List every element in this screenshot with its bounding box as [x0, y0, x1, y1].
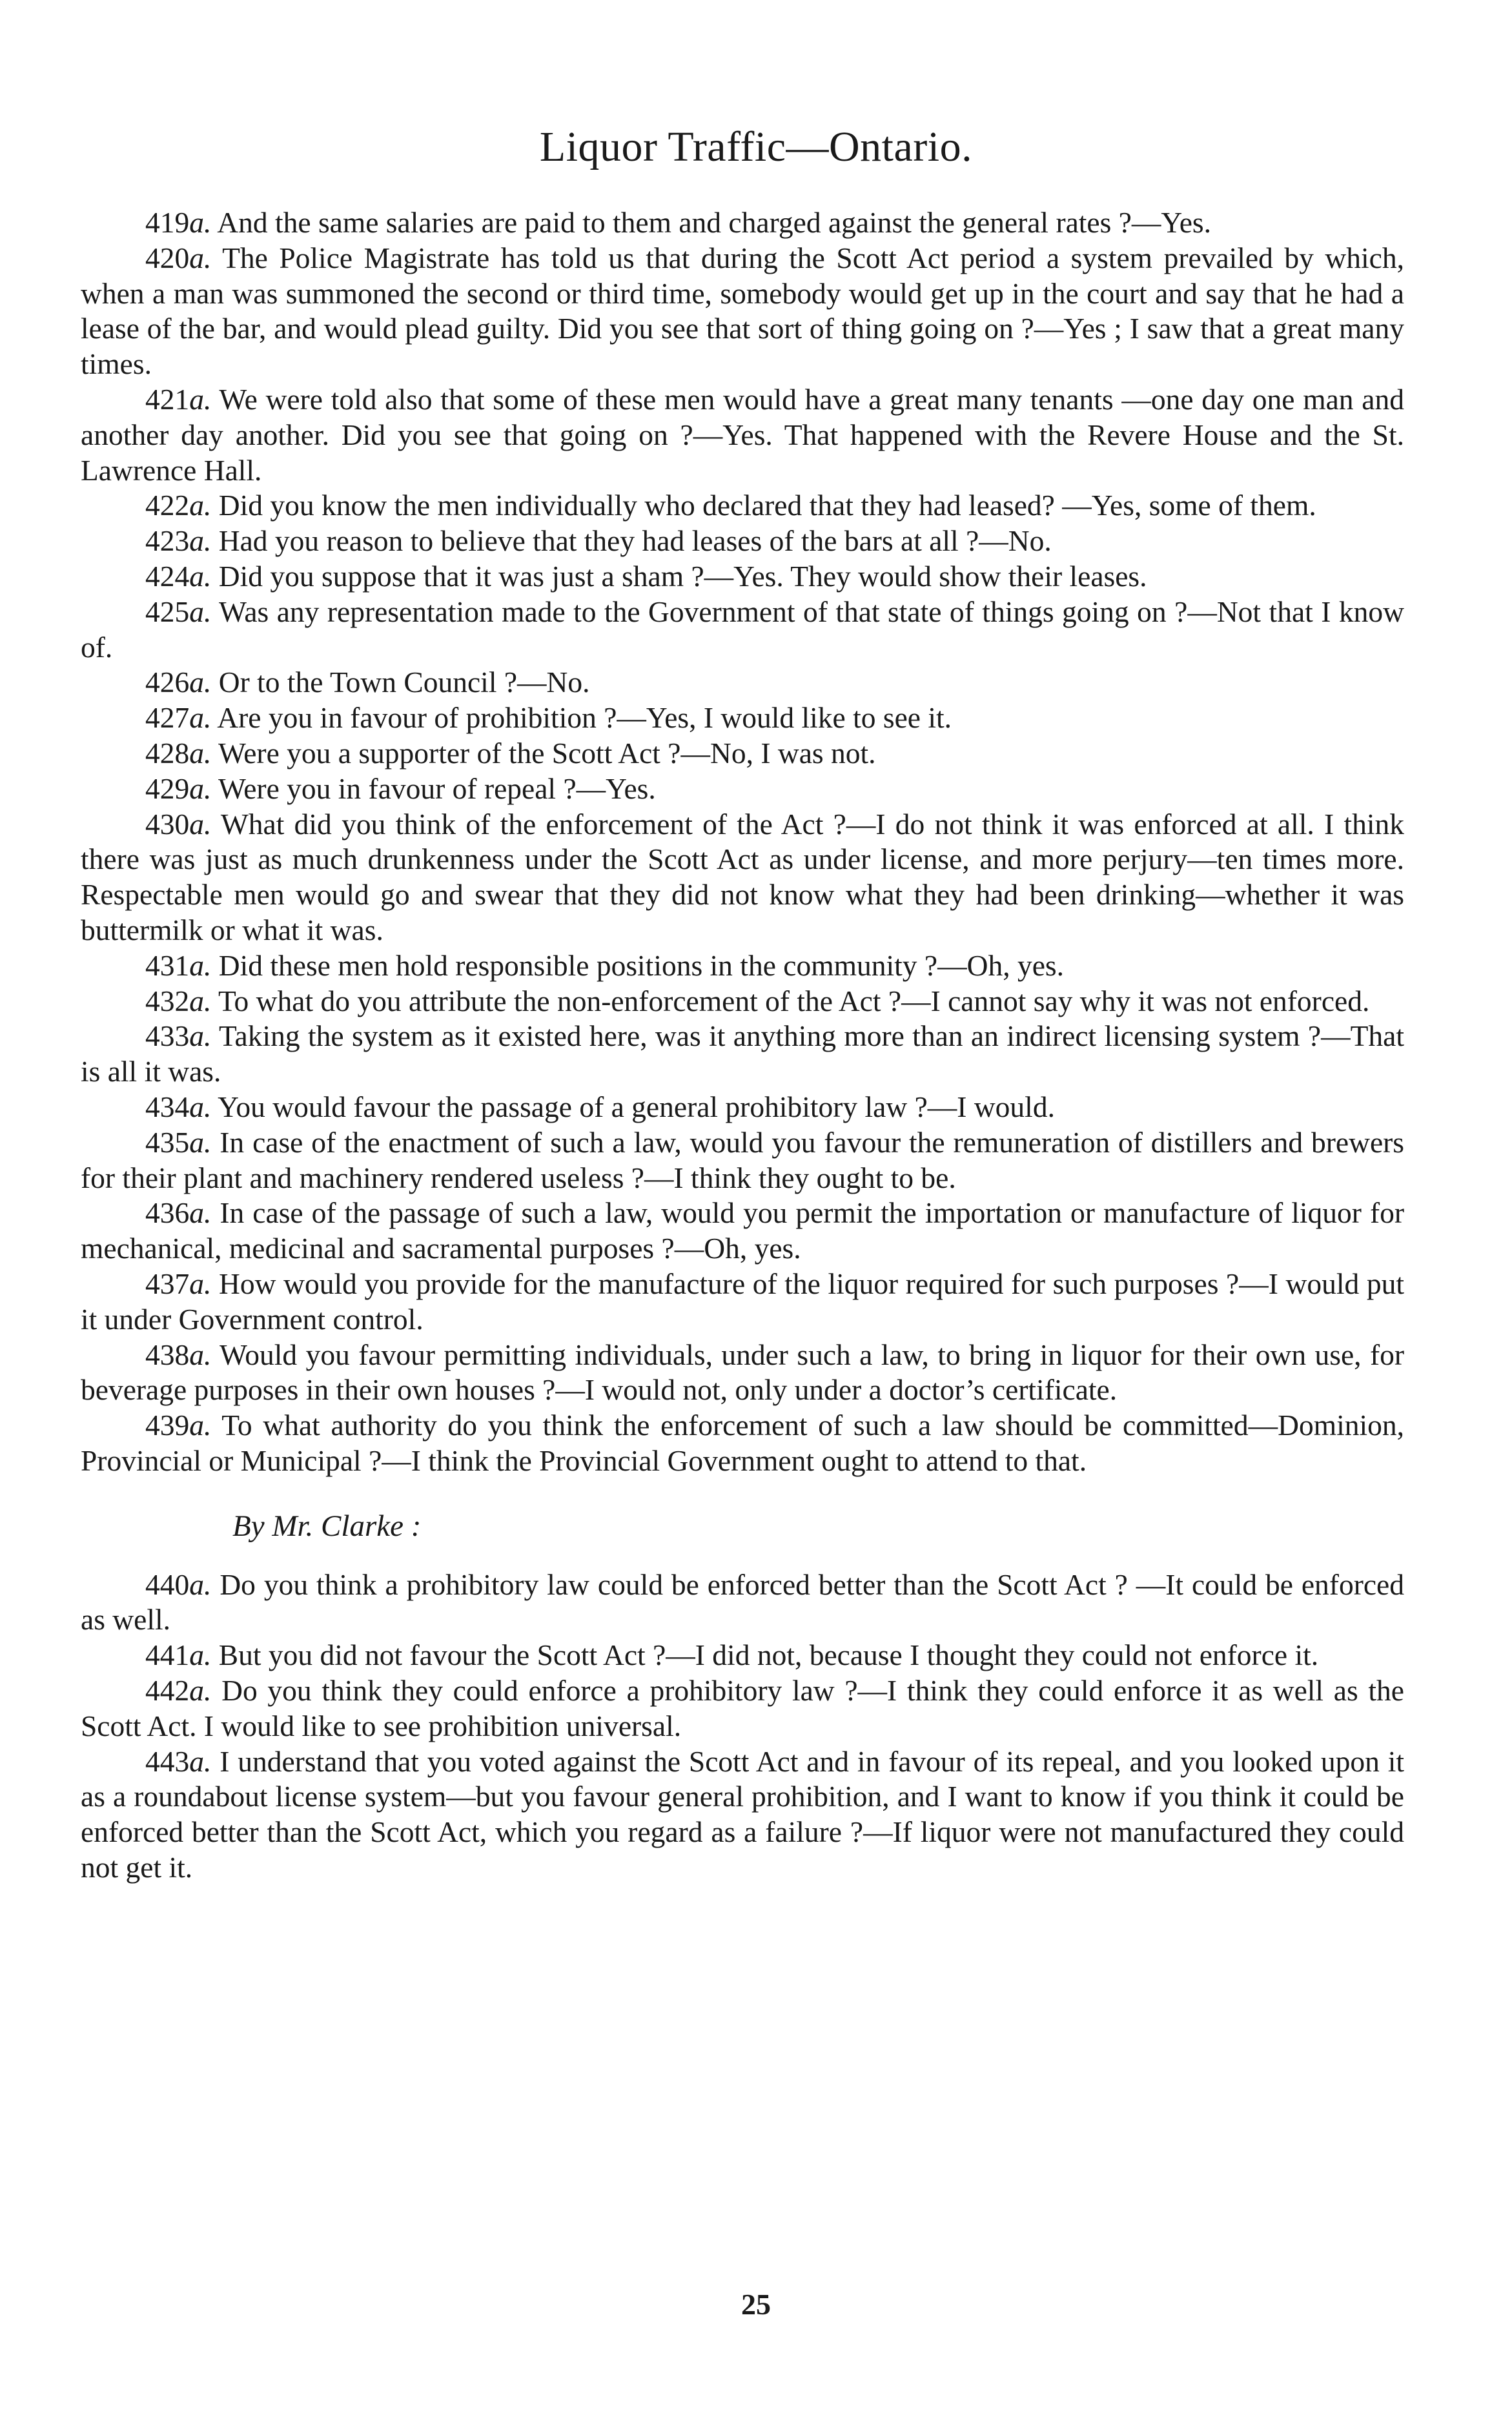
question-number-suffix: a.: [189, 1196, 212, 1230]
question-answer-text: What did you think of the enforcement of the Act ?—I do not think it was enforced at all. I think there was just as much drunkenness under the Scott Act as under license, and more perjury—ten times more. Respectable men would go and swear that they did not know what they had been drinking—whether it was buttermilk or what it was.: [81, 807, 1404, 946]
question-number-suffix: a.: [189, 1567, 212, 1601]
question-number: 439: [145, 1409, 190, 1442]
question-number: 442: [145, 1674, 190, 1707]
question-number-suffix: a.: [189, 1744, 212, 1778]
question-number: 427: [145, 701, 190, 735]
question-number: 438: [145, 1338, 190, 1371]
question-answer-text: Or to the Town Council ?—No.: [218, 666, 590, 699]
question-answer-entry: [81, 1673, 1404, 1744]
question-number-suffix: a.: [189, 559, 212, 593]
question-answer-text: Are you in favour of prohibition ?—Yes, I would like to see it.: [217, 701, 952, 735]
question-answer-entry: [81, 205, 1404, 241]
question-answer-text: Do you think a prohibitory law could be enforced better than the Scott Act ? —It could be enforced as well.: [81, 1567, 1405, 1636]
question-number: 441: [145, 1638, 190, 1672]
question-answer-entry: [81, 488, 1404, 524]
question-answer-entry: [81, 1744, 1404, 1886]
question-answer-entry: [81, 736, 1404, 771]
question-number: 430: [145, 807, 190, 841]
question-answer-text: You would favour the passage of a general prohibitory law ?—I would.: [218, 1090, 1055, 1123]
question-answer-text: To what do you attribute the non-enforcement of the Act ?—I cannot say why it was not enforced.: [218, 984, 1370, 1017]
question-number: 433: [145, 1019, 190, 1053]
question-answer-entry: [81, 241, 1404, 382]
question-number: 443: [145, 1744, 190, 1778]
question-answer-entry: [81, 1125, 1404, 1196]
question-answer-entry: [81, 948, 1404, 984]
question-number-suffix: a.: [189, 524, 212, 558]
question-answer-entry: [81, 1019, 1404, 1090]
question-answer-entry: [81, 1196, 1404, 1267]
question-number-suffix: a.: [189, 948, 212, 982]
question-number-suffix: a.: [189, 736, 212, 770]
question-number-suffix: a.: [189, 1019, 212, 1053]
question-answer-text: Did these men hold responsible positions in the community ?—Oh, yes.: [218, 948, 1064, 982]
question-answer-entry: [81, 559, 1404, 595]
question-answer-text: Would you favour permitting individuals, under such a law, to bring in liquor for their own use, for beverage purposes in their own houses ?—I would not, only under a doctor’s certificate.: [81, 1338, 1404, 1407]
question-number-suffix: a.: [189, 984, 212, 1017]
question-answer-text: We were told also that some of these men would have a great many tenants —one day one man and another day another. Did you see that going on ?—Yes. That happened with the Revere House and the St. Lawrence Hall.: [81, 382, 1404, 487]
question-answer-text: The Police Magistrate has told us that during the Scott Act period a system prevailed by which, when a man was summoned the second or third time, somebody would get up in the court and say that he had a lease of the bar, and would plead guilty. Did you see that sort of thing going on ?—Yes ; I saw that a great many times.: [81, 241, 1405, 381]
question-number-suffix: a.: [189, 206, 212, 239]
question-answer-text: In case of the enactment of such a law, would you favour the remuneration of distillers and brewers for their plant and machinery rendered useless ?—I think they ought to be.: [81, 1125, 1404, 1194]
question-number: 435: [145, 1125, 190, 1159]
question-number-suffix: a.: [189, 666, 212, 699]
question-answer-entry: [81, 1408, 1404, 1479]
question-number: 437: [145, 1267, 190, 1300]
question-answer-entry: [81, 595, 1404, 666]
question-answer-entry: [81, 984, 1404, 1019]
question-answer-entry: [81, 1267, 1404, 1338]
question-number: 424: [145, 559, 190, 593]
question-number-suffix: a.: [189, 489, 212, 522]
question-number: 440: [145, 1567, 190, 1601]
question-number: 421: [145, 382, 190, 416]
question-number: 434: [145, 1090, 190, 1123]
question-number-suffix: a.: [189, 807, 212, 841]
question-number-suffix: a.: [189, 1409, 212, 1442]
question-answer-entry: [81, 1638, 1404, 1673]
question-answer-entry: [81, 665, 1404, 700]
question-answer-entry: [81, 807, 1404, 948]
question-answer-entry: [81, 1567, 1404, 1638]
question-answer-entry: [81, 524, 1404, 559]
question-answer-text: Did you suppose that it was just a sham ?—Yes. They would show their leases.: [218, 559, 1147, 593]
question-number: 431: [145, 948, 190, 982]
question-number: 426: [145, 666, 190, 699]
question-answer-text: But you did not favour the Scott Act ?—I did not, because I thought they could not enforce it.: [218, 1638, 1319, 1672]
question-number-suffix: a.: [189, 382, 212, 416]
question-number-suffix: a.: [189, 1638, 212, 1672]
question-answer-entry: [81, 1338, 1404, 1409]
question-answer-text: Had you reason to believe that they had leases of the bars at all ?—No.: [218, 524, 1052, 558]
question-answer-entry: [81, 1090, 1404, 1125]
question-number-suffix: a.: [189, 1267, 212, 1300]
question-answer-text: Were you a supporter of the Scott Act ?—No, I was not.: [218, 736, 876, 770]
question-answer-text: How would you provide for the manufacture of the liquor required for such purposes ?—I would put it under Government control.: [81, 1267, 1404, 1336]
examiner-heading: By Mr. Clarke :: [232, 1509, 422, 1543]
question-answer-text: I understand that you voted against the Scott Act and in favour of its repeal, and you looked upon it as a roundabout license system—but you favour general prohibition, and I want to know if you think it could be enforced better than the Scott Act, which you regard as a failure ?—If liquor were not manufactured they could not get it.: [81, 1744, 1404, 1884]
question-answer-text: Was any representation made to the Government of that state of things going on ?—Not that I know of.: [81, 595, 1405, 664]
testimony-section-1: [81, 205, 1404, 1479]
question-number: 422: [145, 489, 190, 522]
page-number: 25: [741, 2288, 771, 2321]
question-number: 419: [145, 206, 190, 239]
question-number-suffix: a.: [189, 1125, 212, 1159]
question-answer-entry: [81, 382, 1404, 488]
question-number-suffix: a.: [189, 1674, 212, 1707]
page-title: Liquor Traffic—Ontario.: [539, 123, 973, 170]
document-body: [81, 205, 1404, 1886]
question-number-suffix: a.: [189, 1090, 212, 1123]
question-answer-text: To what authority do you think the enforcement of such a law should be committed—Dominion, Provincial or Municipal ?—I think the Provincial Government ought to attend to that.: [81, 1409, 1404, 1477]
question-number-suffix: a.: [189, 595, 212, 628]
question-answer-text: Do you think they could enforce a prohibitory law ?—I think they could enforce it as well as the Scott Act. I would like to see prohibition universal.: [81, 1674, 1404, 1742]
question-answer-text: And the same salaries are paid to them and charged against the general rates ?—Yes.: [217, 206, 1211, 239]
question-number-suffix: a.: [189, 241, 212, 274]
question-number: 429: [145, 771, 190, 805]
question-number: 420: [145, 241, 190, 274]
question-number: 425: [145, 595, 190, 628]
question-number-suffix: a.: [189, 1338, 212, 1371]
testimony-section-2: [81, 1567, 1404, 1886]
question-answer-text: Taking the system as it existed here, was it anything more than an indirect licensing system ?—That is all it was.: [81, 1019, 1405, 1088]
question-answer-text: In case of the passage of such a law, would you permit the importation or manufacture of liquor for mechanical, medicinal and sacramental purposes ?—Oh, yes.: [81, 1196, 1404, 1265]
question-number: 423: [145, 524, 190, 558]
question-number: 428: [145, 736, 190, 770]
question-answer-text: Did you know the men individually who declared that they had leased? —Yes, some of them.: [218, 489, 1316, 522]
question-number-suffix: a.: [189, 771, 212, 805]
question-answer-text: Were you in favour of repeal ?—Yes.: [218, 771, 656, 805]
question-number-suffix: a.: [189, 701, 212, 735]
question-answer-entry: [81, 771, 1404, 807]
question-number: 432: [145, 984, 190, 1017]
question-answer-entry: [81, 700, 1404, 736]
question-number: 436: [145, 1196, 190, 1230]
